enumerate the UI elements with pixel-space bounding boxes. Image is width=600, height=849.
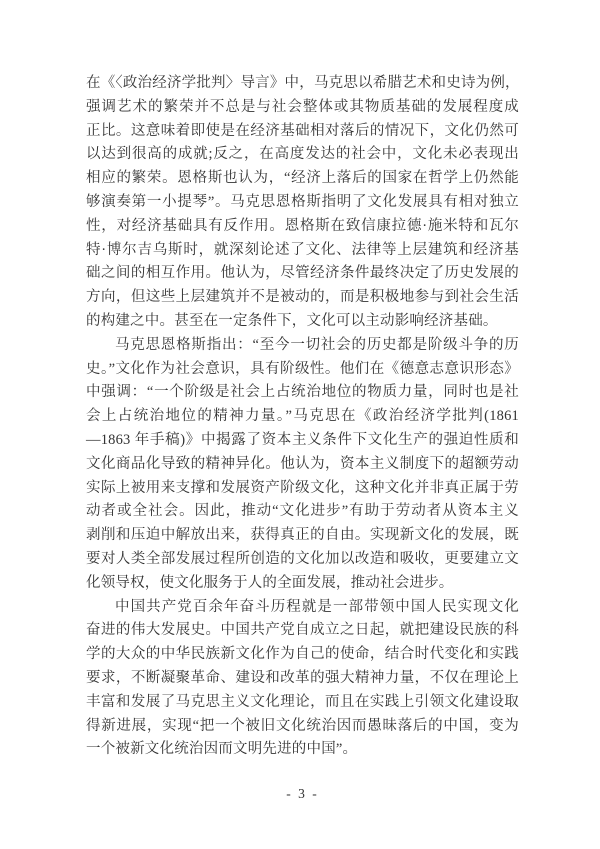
text-line: —1863 年手稿)》中揭露了资本主义条件下文化生产的强迫性质和 bbox=[86, 431, 519, 448]
text-line: 中国共产党百余年奋斗历程就是一部带领中国人民实现文化 bbox=[115, 598, 519, 615]
paragraph bbox=[86, 72, 519, 334]
text-line: 性，对经济基础具有反作用。恩格斯在致信康拉德·施米特和瓦尔 bbox=[86, 217, 519, 234]
document-body bbox=[86, 72, 519, 762]
text-line: 化领导权，使文化服务于人的全面发展，推动社会进步。 bbox=[86, 574, 454, 591]
paragraph bbox=[86, 334, 519, 596]
paragraph bbox=[86, 596, 519, 763]
text-line: 要求，不断凝聚革命、建设和改革的强大精神力量，不仅在理论上 bbox=[86, 669, 519, 686]
text-line: 强调艺术的繁荣并不总是与社会整体或其物质基础的发展程度成 bbox=[86, 98, 519, 115]
page-footer bbox=[86, 785, 519, 803]
text-line: 得新进展，实现“把一个被旧文化统治因而愚昧落后的中国，变为 bbox=[86, 717, 519, 734]
text-line: 马克思恩格斯指出：“至今一切社会的历史都是阶级斗争的历 bbox=[115, 336, 519, 353]
text-line: 在《〈政治经济学批判〉导言》中，马克思以希腊艺术和史诗为例， bbox=[86, 75, 520, 91]
text-line: 实际上被用来支撑和发展资产阶级文化，这种文化并非真正属于劳 bbox=[86, 479, 519, 496]
text-line: 文化商品化导致的精神异化。他认为，资本主义制度下的超额劳动 bbox=[86, 455, 519, 472]
text-line: 史。”文化作为社会意识，具有阶级性。他们在《德意志意识形态》 bbox=[86, 360, 519, 377]
text-line: 剥削和压迫中解放出来，获得真正的自由。实现新文化的发展，既 bbox=[86, 527, 519, 544]
text-line: 要对人类全部发展过程所创造的文化加以改造和吸收，更要建立文 bbox=[86, 550, 519, 567]
text-line: 以达到很高的成就;反之，在高度发达的社会中，文化未必表现出 bbox=[86, 146, 519, 163]
text-line: 相应的繁荣。恩格斯也认为，“经济上落后的国家在哲学上仍然能 bbox=[86, 170, 519, 187]
text-line: 方向，但这些上层建筑并不是被动的，而是积极地参与到社会生活 bbox=[86, 289, 519, 306]
text-line: 动者或全社会。因此，推动“文化进步”有助于劳动者从资本主义 bbox=[86, 503, 519, 520]
text-line: 特·博尔吉乌斯时，就深刻论述了文化、法律等上层建筑和经济基 bbox=[86, 241, 519, 258]
text-line: 奋进的伟大发展史。中国共产党自成立之日起，就把建设民族的科 bbox=[86, 622, 519, 639]
text-line: 正比。这意味着即使是在经济基础相对落后的情况下，文化仍然可 bbox=[86, 122, 519, 139]
text-line: 中强调：“一个阶级是社会上占统治地位的物质力量，同时也是社 bbox=[86, 384, 519, 401]
page-number: - 3 - bbox=[286, 786, 319, 801]
text-line: 会上占统治地位的精神力量。”马克思在《政治经济学批判(1861 bbox=[86, 408, 519, 425]
text-line: 够演奏第一小提琴”。马克思恩格斯指明了文化发展具有相对独立 bbox=[86, 193, 519, 210]
text-line: 础之间的相互作用。他认为，尽管经济条件最终决定了历史发展的 bbox=[86, 265, 519, 282]
text-line: 丰富和发展了马克思主义文化理论，而且在实践上引领文化建设取 bbox=[86, 693, 519, 710]
text-line: 的构建之中。甚至在一定条件下，文化可以主动影响经济基础。 bbox=[86, 312, 498, 329]
text-line: 一个被新文化统治因而文明先进的中国”。 bbox=[86, 741, 358, 758]
text-line: 学的大众的中华民族新文化作为自己的使命，结合时代变化和实践 bbox=[86, 646, 519, 663]
